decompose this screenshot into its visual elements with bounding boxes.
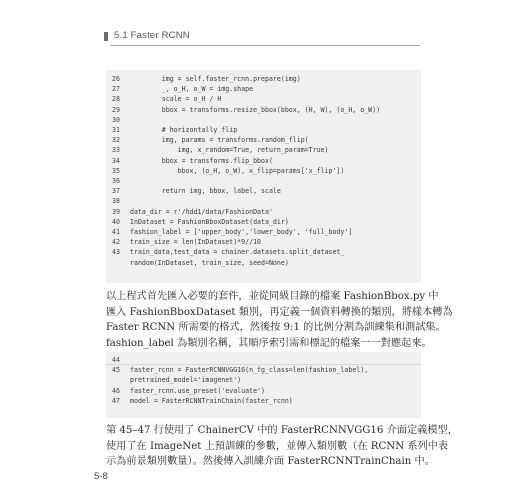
header-marker (104, 32, 108, 41)
line-number: 40 (112, 217, 120, 226)
code-line (106, 166, 344, 176)
line-number: 35 (112, 166, 120, 175)
paragraph-line: 匯入 FashionBboxDataset 類別，再定義一個資料轉換的類別，將樣本轉為 (106, 306, 453, 318)
code-line (106, 74, 301, 84)
code-text: return img, bbox, label, scale (130, 187, 281, 196)
code-line (106, 237, 261, 247)
code-text: train_data,test_data = chainer.datasets.split_dataset_ (130, 248, 345, 257)
line-number: 43 (112, 248, 120, 257)
code-line (106, 386, 265, 396)
line-number: 38 (112, 197, 120, 206)
code-line (106, 227, 352, 237)
line-number: 28 (112, 95, 120, 104)
code-text: fashion_label = ['upper_body','lower_body', 'full_body'] (130, 228, 353, 236)
code-text: bbox, (o_H, o_W), x_flip=params['x_flip']) (130, 166, 345, 175)
line-number: 33 (112, 146, 120, 155)
line-number: 32 (112, 136, 120, 145)
line-number: 26 (112, 75, 120, 83)
code-line (106, 105, 380, 115)
code-text: _, o_H, o_W = img.shape (130, 85, 254, 94)
code-text: faster_rcnn = FasterRCNNVGG16(n_fg_class=len(fashion_label), (130, 366, 369, 375)
code-line (106, 115, 130, 125)
header-rule (110, 45, 420, 46)
code-line (106, 365, 368, 375)
code-text: InDataset = FashionBboxDataset(data_dir) (130, 217, 289, 226)
code-line (106, 135, 309, 145)
code-line (106, 156, 273, 166)
line-number: 37 (112, 187, 120, 196)
line-number: 45 (112, 366, 120, 375)
code-text: img, x_random=True, return_param=True) (130, 146, 329, 155)
page-number: 5-8 (94, 471, 108, 482)
code-line (106, 176, 130, 186)
paragraph-line: 使用了在 ImageNet 上預訓練的參數，並傳入類別數（在 RCNN 系列中表 (106, 440, 449, 452)
code-block-1 (106, 70, 421, 283)
line-number: 29 (112, 105, 120, 114)
code-text: model = FasterRCNNTrainChain(faster_rcnn) (130, 396, 293, 405)
code-line (106, 186, 281, 196)
code-text: img = self.faster_rcnn.prepare(img) (130, 75, 301, 83)
code-line (106, 145, 329, 155)
code-line (106, 217, 289, 227)
line-number: 36 (112, 177, 120, 185)
code-text: bbox = transforms.resize_bbox(bbox, (H, W), (o_H, o_W)) (130, 105, 381, 114)
paragraph-line: 第 45–47 行使用了 ChainerCV 中的 FasterRCNNVGG16 介面定義模型， (106, 425, 458, 436)
code-text: bbox = transforms.flip_bbox( (130, 156, 273, 165)
code-line (106, 258, 289, 268)
line-number: 30 (112, 115, 120, 124)
line-number: 47 (112, 396, 120, 405)
code-block-2 (106, 352, 421, 418)
code-text: data_dir = r'/hdd1/data/FashionData' (130, 207, 273, 216)
paragraph-line: 示為前景類別數量）。然後傳入訓練介面 FasterRCNNTrainChain 中。 (106, 456, 435, 468)
line-number: 34 (112, 156, 120, 165)
code-text: pretrained_model='imagenet') (130, 376, 242, 385)
paragraph-line: 以上程式首先匯入必要的套件，並從同級目錄的檔案 FashionBbox.py 中 (106, 291, 439, 302)
code-line (106, 196, 130, 206)
section-header: 5.1 Faster RCNN (114, 30, 190, 41)
line-number: 39 (112, 207, 120, 216)
paragraph-2 (106, 423, 458, 470)
code-line (106, 94, 221, 104)
code-text: scale = o_H / H (130, 95, 222, 104)
code-text: img, params = transforms.random_flip( (130, 136, 309, 145)
paragraph-line: fashion_label 為類別名稱，其順序索引需和標記的檔案一一對應起來。 (106, 337, 432, 349)
code-line (106, 375, 241, 385)
line-number: 27 (112, 85, 120, 94)
code-text: faster_rcnn.use_preset('evaluate') (130, 386, 265, 395)
code-line (106, 247, 344, 257)
line-number: 42 (112, 238, 120, 247)
code-text: # horizontally flip (130, 126, 238, 134)
line-number: 31 (112, 126, 120, 134)
code-separator (106, 364, 421, 365)
code-line (106, 396, 293, 406)
code-line (106, 207, 273, 217)
code-text: train_size = len(InDataset)*9//10 (130, 238, 262, 247)
code-line (106, 84, 253, 94)
paragraph-line: Faster RCNN 所需要的格式，然後按 9:1 的比例分割為訓練集和測試集。 (106, 322, 446, 334)
code-text: random(InDataset, train_size, seed=None) (130, 258, 289, 267)
line-number: 41 (112, 228, 120, 236)
line-number: 44 (112, 356, 120, 364)
code-line (106, 125, 237, 135)
line-number: 46 (112, 386, 120, 395)
paragraph-1 (106, 289, 453, 351)
